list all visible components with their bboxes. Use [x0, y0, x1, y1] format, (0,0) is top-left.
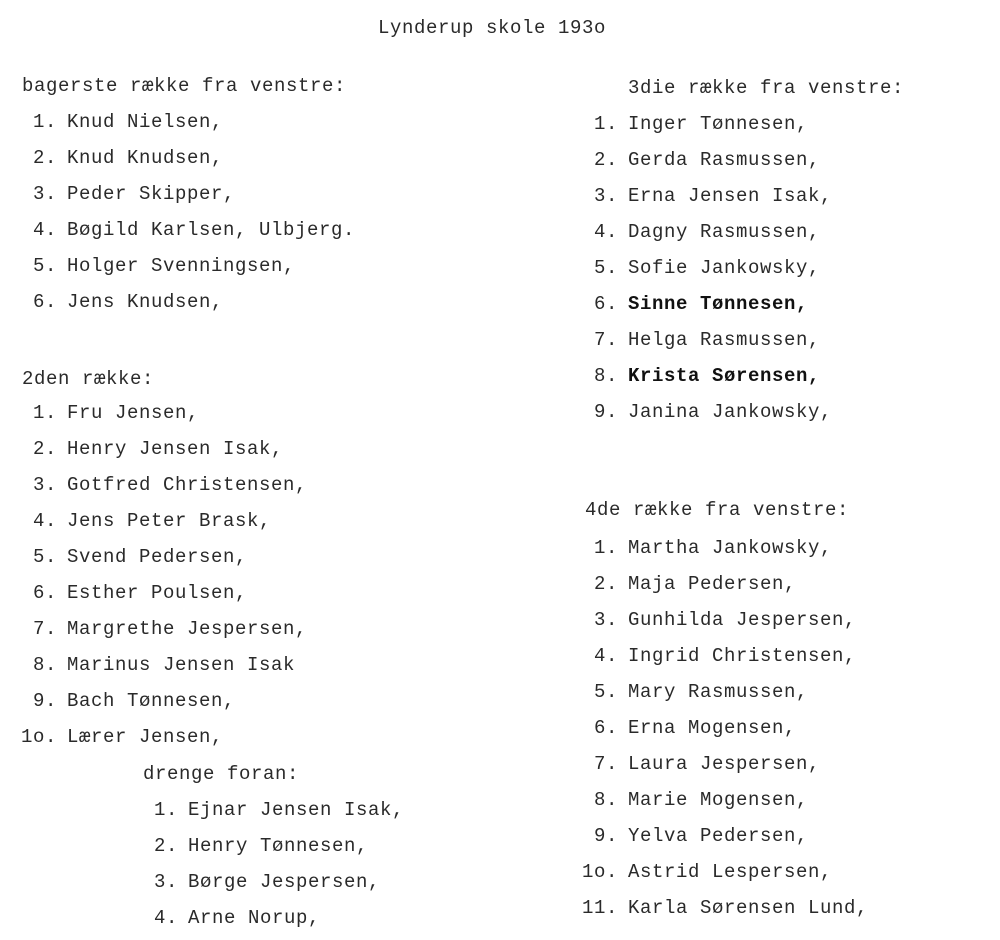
item-name: Astrid Lespersen,: [628, 861, 833, 883]
item-name: Svend Pedersen,: [67, 546, 248, 568]
item-name: Bøgild Karlsen, Ulbjerg.: [67, 219, 356, 241]
item-number: 4.: [593, 645, 618, 667]
item-name: Bach Tønnesen,: [67, 690, 236, 712]
item-name: Martha Jankowsky,: [628, 537, 833, 559]
list-item: [32, 467, 308, 503]
list-item: [32, 248, 355, 284]
list-item: [593, 710, 868, 746]
list-item: [32, 611, 308, 647]
list-item: [32, 212, 356, 248]
item-number: 6.: [32, 582, 57, 604]
item-name: Holger Svenningsen,: [67, 255, 296, 277]
item-name: Karla Sørensen Lund,: [628, 897, 869, 919]
item-name: Gotfred Christensen,: [67, 474, 308, 496]
item-name: Gerda Rasmussen,: [628, 149, 821, 171]
item-name: Marinus Jensen Isak: [67, 654, 296, 676]
item-number: 5.: [593, 681, 618, 703]
list-item: [32, 284, 355, 320]
item-number: 1.: [593, 537, 618, 559]
list-item: [32, 539, 307, 575]
second-row-heading: 2den række:: [22, 368, 155, 390]
item-name: Sofie Jankowsky,: [628, 257, 821, 279]
item-name: Laura Jespersen,: [628, 753, 821, 775]
item-number: 2.: [32, 147, 57, 169]
item-number: 9.: [593, 401, 618, 423]
item-name: Marie Mogensen,: [628, 789, 809, 811]
item-name: Ingrid Christensen,: [628, 645, 857, 667]
item-name: Helga Rasmussen,: [628, 329, 821, 351]
list-item: [20, 719, 307, 755]
list-item: [153, 828, 404, 864]
list-item: [593, 250, 832, 286]
item-number: 1o.: [20, 726, 57, 748]
page-title: Lynderup skole 193o: [378, 17, 607, 39]
boys-front-list: [153, 792, 405, 936]
item-number: 4.: [32, 219, 57, 241]
list-item: [593, 782, 868, 818]
item-name: Gunhilda Jespersen,: [628, 609, 857, 631]
list-item: [593, 142, 832, 178]
list-item: [32, 575, 307, 611]
fourth-row-list: [581, 530, 869, 926]
item-number: 1.: [32, 402, 57, 424]
list-item: [581, 854, 868, 890]
list-item: [32, 176, 355, 212]
list-item: [593, 214, 832, 250]
list-item: [593, 566, 868, 602]
item-name: Fru Jensen,: [67, 402, 200, 424]
list-item: [581, 890, 869, 926]
item-number: 6.: [593, 717, 618, 739]
list-item: [153, 864, 404, 900]
item-number: 5.: [32, 255, 57, 277]
third-row-heading: 3die række fra venstre:: [628, 77, 905, 99]
list-item: [593, 638, 868, 674]
item-name: Peder Skipper,: [67, 183, 236, 205]
list-item: [593, 178, 833, 214]
item-number: 2.: [593, 149, 618, 171]
item-number: 3.: [593, 185, 618, 207]
list-item: [32, 104, 355, 140]
item-name: Knud Nielsen,: [67, 111, 224, 133]
back-row-list: [32, 104, 356, 320]
item-name: Knud Knudsen,: [67, 147, 224, 169]
item-name: Erna Jensen Isak,: [628, 185, 833, 207]
item-name: Krista Sørensen,: [628, 365, 821, 387]
item-number: 7.: [32, 618, 57, 640]
item-number: 1o.: [581, 861, 618, 883]
item-number: 2.: [593, 573, 618, 595]
item-name: Esther Poulsen,: [67, 582, 248, 604]
item-name: Arne Norup,: [188, 907, 321, 929]
item-name: Margrethe Jespersen,: [67, 618, 308, 640]
list-item: [32, 395, 307, 431]
item-number: 5.: [32, 546, 57, 568]
list-item: [593, 602, 868, 638]
item-number: 1.: [153, 799, 178, 821]
item-number: 4.: [153, 907, 178, 929]
item-name: Dagny Rasmussen,: [628, 221, 821, 243]
item-name: Inger Tønnesen,: [628, 113, 809, 135]
item-name: Erna Mogensen,: [628, 717, 797, 739]
item-number: 9.: [593, 825, 618, 847]
item-number: 2.: [153, 835, 178, 857]
item-number: 5.: [593, 257, 618, 279]
fourth-row-heading: 4de række fra venstre:: [585, 499, 850, 521]
item-name: Henry Tønnesen,: [188, 835, 369, 857]
boys-front-heading: drenge foran:: [143, 763, 300, 785]
item-name: Lærer Jensen,: [67, 726, 224, 748]
list-item: [593, 674, 868, 710]
list-item: [593, 322, 832, 358]
list-item: [32, 140, 355, 176]
list-item: [593, 394, 833, 430]
item-number: 8.: [593, 365, 618, 387]
item-number: 3.: [593, 609, 618, 631]
item-name: Maja Pedersen,: [628, 573, 797, 595]
item-number: 2.: [32, 438, 57, 460]
list-item: [593, 818, 868, 854]
item-name: Janina Jankowsky,: [628, 401, 833, 423]
item-number: 3.: [32, 183, 57, 205]
list-item: [32, 431, 307, 467]
list-item: [153, 900, 404, 936]
list-item: [32, 647, 307, 683]
list-item: [593, 746, 868, 782]
item-name: Yelva Pedersen,: [628, 825, 809, 847]
item-name: Sinne Tønnesen,: [628, 293, 809, 315]
item-number: 9.: [32, 690, 57, 712]
item-number: 8.: [593, 789, 618, 811]
item-name: Mary Rasmussen,: [628, 681, 809, 703]
item-name: Ejnar Jensen Isak,: [188, 799, 405, 821]
list-item: [593, 530, 868, 566]
item-name: Børge Jespersen,: [188, 871, 381, 893]
item-number: 3.: [32, 474, 57, 496]
list-item: [153, 792, 405, 828]
item-number: 8.: [32, 654, 57, 676]
item-number: 7.: [593, 753, 618, 775]
item-number: 7.: [593, 329, 618, 351]
list-item: [593, 286, 832, 322]
item-number: 3.: [153, 871, 178, 893]
item-number: 1.: [593, 113, 618, 135]
item-number: 6.: [32, 291, 57, 313]
second-row-list: [20, 395, 308, 755]
third-row-list: [593, 106, 833, 430]
list-item: [593, 358, 832, 394]
item-name: Jens Knudsen,: [67, 291, 224, 313]
item-number: 6.: [593, 293, 618, 315]
back-row-heading: bagerste række fra venstre:: [22, 75, 347, 97]
item-name: Henry Jensen Isak,: [67, 438, 284, 460]
item-number: 1.: [32, 111, 57, 133]
list-item: [593, 106, 832, 142]
item-name: Jens Peter Brask,: [67, 510, 272, 532]
item-number: 11.: [581, 897, 618, 919]
item-number: 4.: [32, 510, 57, 532]
list-item: [32, 503, 307, 539]
item-number: 4.: [593, 221, 618, 243]
list-item: [32, 683, 307, 719]
